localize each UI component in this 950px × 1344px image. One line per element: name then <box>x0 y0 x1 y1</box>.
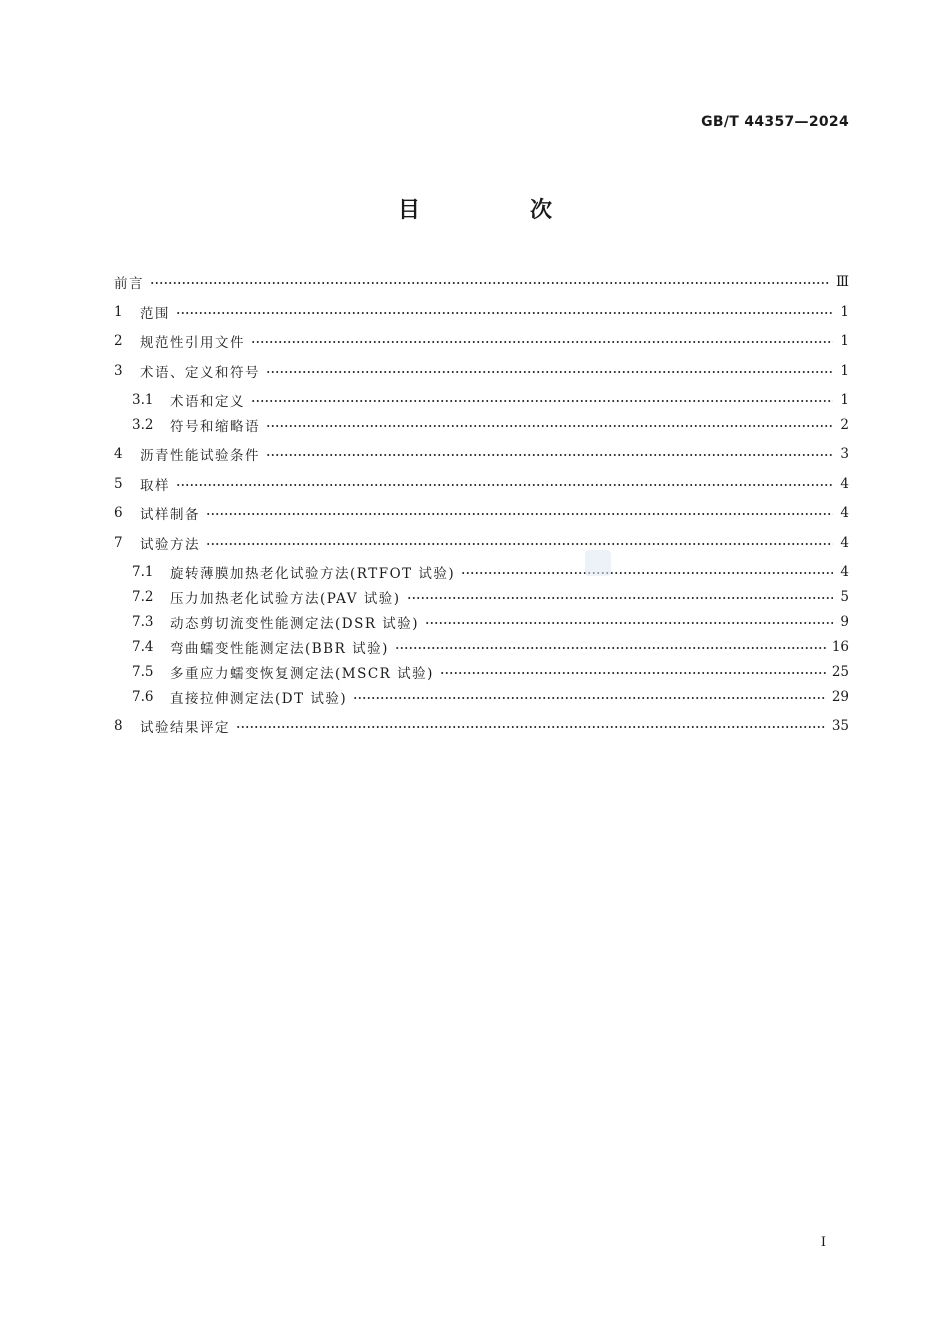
toc-entry-number: 3.2 <box>132 417 154 433</box>
toc-entry-label: 直接拉伸测定法(DT 试验) <box>170 691 348 707</box>
dot-leader <box>407 597 834 599</box>
dot-leader <box>440 672 826 674</box>
toc-entry-label: 试样制备 <box>140 507 200 523</box>
toc-entry-page: 1 <box>840 363 849 379</box>
dot-leader <box>353 697 826 699</box>
toc-entry-label: 前言 <box>114 276 144 292</box>
toc-entry-number: 2 <box>114 333 123 349</box>
toc-entry[interactable] <box>114 472 849 496</box>
toc-entry-label: 旋转薄膜加热老化试验方法(RTFOT 试验) <box>170 566 456 582</box>
toc-entry-label: 弯曲蠕变性能测定法(BBR 试验) <box>170 641 389 657</box>
toc-entry-label: 多重应力蠕变恢复测定法(MSCR 试验) <box>170 666 434 682</box>
dot-leader <box>206 543 833 545</box>
toc-entry-label: 压力加热老化试验方法(PAV 试验) <box>170 591 401 607</box>
toc-entry-label: 试验方法 <box>140 537 200 553</box>
toc-entry-label: 术语和定义 <box>170 394 245 410</box>
dot-leader <box>251 400 833 402</box>
toc-entry-number: 7.3 <box>132 614 154 630</box>
toc-entry-number: 7.5 <box>132 664 154 680</box>
toc-entry-page: Ⅲ <box>835 274 849 290</box>
toc-entry[interactable] <box>114 531 849 555</box>
toc-entry-page: 9 <box>840 614 849 630</box>
toc-entry[interactable] <box>114 300 849 324</box>
toc-entry[interactable] <box>114 388 849 412</box>
toc-entry-page: 2 <box>840 417 849 433</box>
toc-entry[interactable] <box>114 660 849 684</box>
toc-entry-page: 3 <box>840 446 849 462</box>
toc-entry-number: 7 <box>114 535 123 551</box>
toc-entry-number: 6 <box>114 505 123 521</box>
toc-entry[interactable] <box>114 359 849 383</box>
toc-entry-page: 4 <box>840 505 849 521</box>
toc-entry-label: 规范性引用文件 <box>140 335 245 351</box>
toc-entry[interactable] <box>114 413 849 437</box>
toc-entry-page: 16 <box>831 639 849 655</box>
dot-leader <box>266 454 833 456</box>
toc-entry[interactable] <box>114 501 849 525</box>
toc-entry[interactable] <box>114 635 849 659</box>
toc-entry-number: 3 <box>114 363 123 379</box>
toc-entry-label: 范围 <box>140 306 170 322</box>
dot-leader <box>251 341 833 343</box>
toc-entry-page: 35 <box>831 718 849 734</box>
toc-entry-label: 试验结果评定 <box>140 720 230 736</box>
toc-entry[interactable] <box>114 585 849 609</box>
toc-entry-page: 1 <box>840 392 849 408</box>
toc-entry-number: 3.1 <box>132 392 154 408</box>
toc-entry-number: 7.4 <box>132 639 154 655</box>
page-number: I <box>820 1235 826 1250</box>
toc-entry-label: 动态剪切流变性能测定法(DSR 试验) <box>170 616 420 632</box>
toc-entry-label: 术语、定义和符号 <box>140 365 260 381</box>
toc-title: 目 次 <box>397 198 596 223</box>
toc-entry-number: 5 <box>114 476 123 492</box>
dot-leader <box>395 647 826 649</box>
toc-entry-number: 1 <box>114 304 123 320</box>
toc-entry-number: 8 <box>114 718 123 734</box>
toc-entry-page: 4 <box>840 564 849 580</box>
dot-leader <box>236 726 826 728</box>
toc-entry[interactable] <box>114 685 849 709</box>
dot-leader <box>266 371 833 373</box>
toc-entry-number: 7.2 <box>132 589 154 605</box>
toc-entry-page: 1 <box>840 304 849 320</box>
toc-entry-page: 5 <box>840 589 849 605</box>
dot-leader <box>425 622 833 624</box>
toc-entry[interactable] <box>114 270 849 294</box>
standard-code: GB/T 44357—2024 <box>701 114 849 130</box>
dot-leader <box>266 425 833 427</box>
dot-leader <box>206 513 833 515</box>
toc-entry-label: 符号和缩略语 <box>170 419 260 435</box>
toc-entry-page: 25 <box>831 664 849 680</box>
toc-entry[interactable] <box>114 560 849 584</box>
toc-entry-page: 4 <box>840 535 849 551</box>
toc-entry[interactable] <box>114 442 849 466</box>
dot-leader <box>176 312 833 314</box>
dot-leader <box>150 282 830 284</box>
toc-entry-page: 4 <box>840 476 849 492</box>
toc-entry[interactable] <box>114 610 849 634</box>
toc-entry-number: 4 <box>114 446 123 462</box>
dot-leader <box>461 572 833 574</box>
toc-entry-label: 取样 <box>140 478 170 494</box>
dot-leader <box>176 484 833 486</box>
toc-entry-number: 7.1 <box>132 564 154 580</box>
toc-entry-label: 沥青性能试验条件 <box>140 448 260 464</box>
toc-entry-page: 1 <box>840 333 849 349</box>
watermark-logo-icon <box>585 550 611 576</box>
toc-entry-number: 7.6 <box>132 689 154 705</box>
toc-entry[interactable] <box>114 714 849 738</box>
toc-entry-page: 29 <box>831 689 849 705</box>
toc-entry[interactable] <box>114 329 849 353</box>
